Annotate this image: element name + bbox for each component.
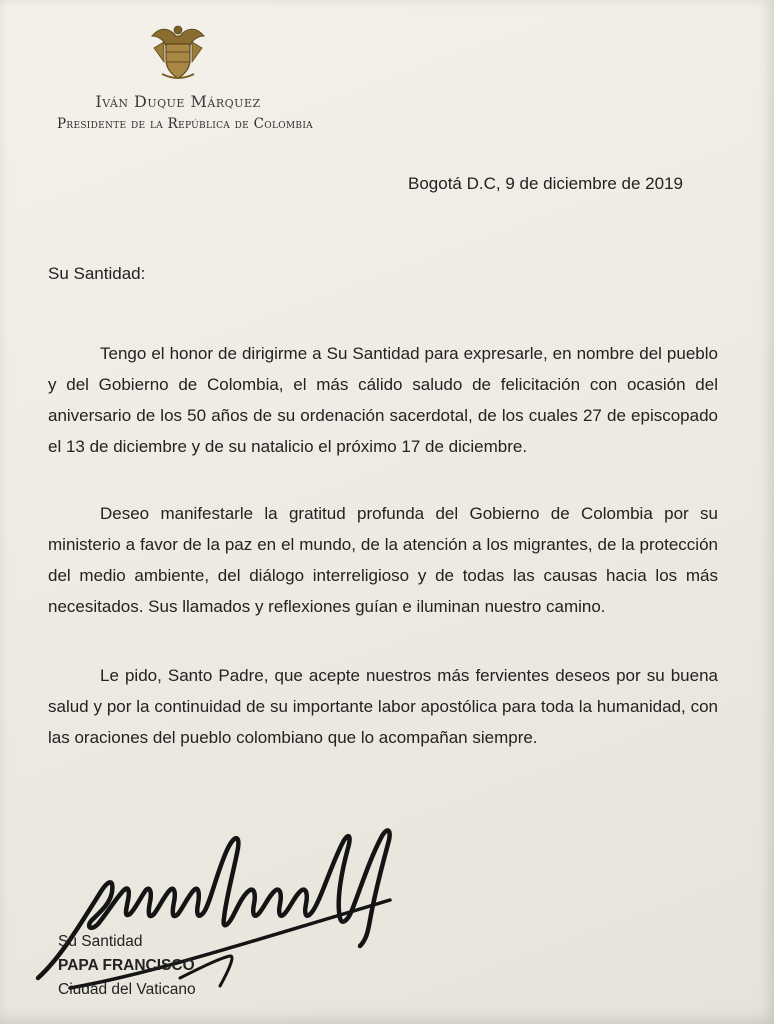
salutation: Su Santidad: — [48, 264, 146, 283]
sender-name: Iván Duque Márquez — [95, 92, 261, 111]
body-paragraph-1: Tengo el honor de dirigirme a Su Santidad para expresarle, en nombre del pueblo y del Gobierno de Colombia, el más cálido saludo de felicitación con ocasión del aniversario de los 50 años de su ordenación sacerdotal, de los cuales 27 de episcopado el 13 de diciembre y de su natalicio el próximo 17 de diciembre. — [48, 344, 718, 456]
recipient-block — [58, 930, 196, 1002]
body-paragraph-3: Le pido, Santo Padre, que acepte nuestros más fervientes deseos por su buena salud y por la continuidad de su importante labor apostólica para toda la humanidad, con las oraciones del pueblo colombiano que lo acompañan siempre. — [48, 666, 718, 747]
coat-of-arms-icon — [146, 18, 210, 82]
sender-title: Presidente de la República de Colombia — [57, 116, 313, 132]
body-paragraph-2: Deseo manifestarle la gratitud profunda del Gobierno de Colombia por su ministerio a favor de la paz en el mundo, de la atención a los migrantes, de la protección del medio ambiente, del diálogo interreligioso y de todas las causas hacia los más necesitados. Sus llamados y reflexiones guían e iluminan nuestro camino. — [48, 504, 718, 616]
recipient-line-2: PAPA FRANCISCO — [58, 957, 195, 974]
recipient-line-1: Su Santidad — [58, 933, 143, 950]
recipient-line-3: Ciudad del Vaticano — [58, 981, 196, 998]
letter-date: Bogotá D.C, 9 de diciembre de 2019 — [408, 174, 684, 193]
